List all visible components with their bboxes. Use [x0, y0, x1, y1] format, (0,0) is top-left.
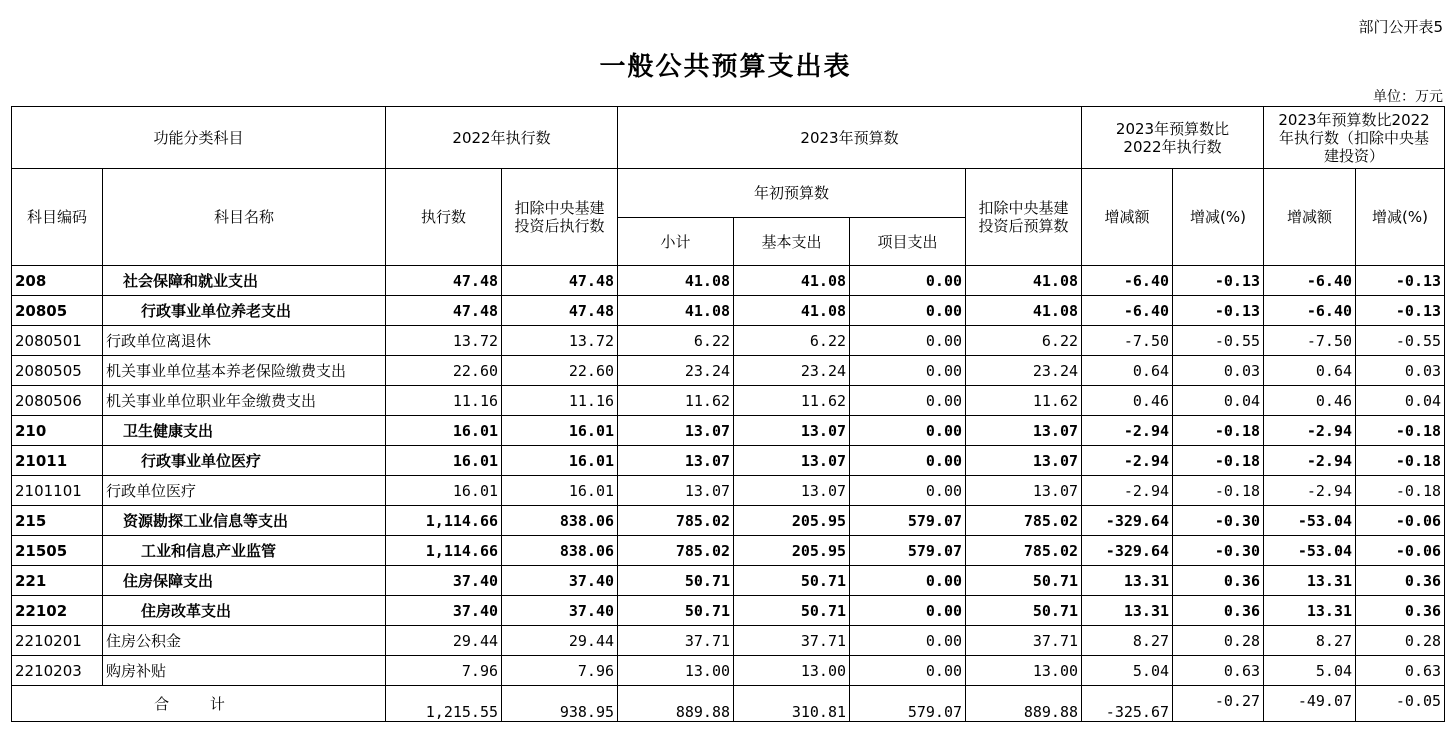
total-label: 合 计: [12, 686, 386, 722]
row-value: 0.36: [1356, 596, 1445, 626]
table-row: [12, 596, 1445, 626]
header-inc-amount: 增减额: [1082, 169, 1173, 266]
row-value: -0.06: [1356, 536, 1445, 566]
row-code: 2210201: [12, 626, 103, 656]
header-func-class: 功能分类科目: [12, 107, 386, 169]
row-value: 0.00: [850, 356, 966, 386]
row-code: 22102: [12, 596, 103, 626]
row-value: 8.27: [1082, 626, 1173, 656]
row-code: 2101101: [12, 476, 103, 506]
row-value: 41.08: [618, 296, 734, 326]
row-value: 50.71: [618, 596, 734, 626]
table-row: [12, 506, 1445, 536]
row-value: 13.72: [386, 326, 502, 356]
row-value: 5.04: [1264, 656, 1356, 686]
row-value: -329.64: [1082, 536, 1173, 566]
row-value: 29.44: [502, 626, 618, 656]
row-name: 购房补贴: [103, 656, 386, 686]
row-value: -0.13: [1173, 296, 1264, 326]
row-value: 1,114.66: [386, 506, 502, 536]
row-name: 机关事业单位职业年金缴费支出: [103, 386, 386, 416]
row-name: 行政事业单位养老支出: [103, 296, 386, 326]
total-cell: 889.88: [966, 686, 1082, 722]
row-code: 2080506: [12, 386, 103, 416]
header-name: 科目名称: [103, 169, 386, 266]
row-value: 0.00: [850, 566, 966, 596]
row-value: 13.72: [502, 326, 618, 356]
row-value: 13.00: [734, 656, 850, 686]
row-value: 205.95: [734, 536, 850, 566]
row-value: 0.63: [1173, 656, 1264, 686]
row-value: 41.08: [966, 296, 1082, 326]
row-value: 838.06: [502, 506, 618, 536]
row-value: 50.71: [966, 566, 1082, 596]
row-value: -2.94: [1082, 476, 1173, 506]
row-value: 7.96: [386, 656, 502, 686]
row-value: 0.64: [1082, 356, 1173, 386]
row-value: 0.00: [850, 386, 966, 416]
row-value: 785.02: [618, 536, 734, 566]
row-code: 2080505: [12, 356, 103, 386]
total-cell: -0.27: [1173, 686, 1264, 722]
row-value: -329.64: [1082, 506, 1173, 536]
row-value: -7.50: [1264, 326, 1356, 356]
row-value: 13.07: [618, 446, 734, 476]
row-value: -0.13: [1356, 266, 1445, 296]
header-initial-budget: 年初预算数: [618, 169, 966, 218]
row-value: 0.64: [1264, 356, 1356, 386]
budget-table: [11, 106, 1445, 722]
row-value: 13.31: [1082, 596, 1173, 626]
row-value: 13.31: [1082, 566, 1173, 596]
table-row: [12, 656, 1445, 686]
row-value: 37.40: [502, 596, 618, 626]
total-cell: 889.88: [618, 686, 734, 722]
row-value: 11.16: [386, 386, 502, 416]
row-value: 0.00: [850, 656, 966, 686]
table-row: [12, 446, 1445, 476]
total-cell: -325.67: [1082, 686, 1173, 722]
header-exec-ex: 扣除中央基建投资后执行数: [502, 169, 618, 266]
header-exec: 执行数: [386, 169, 502, 266]
row-value: 41.08: [734, 296, 850, 326]
row-value: 37.71: [618, 626, 734, 656]
row-value: -0.55: [1356, 326, 1445, 356]
row-name: 行政单位医疗: [103, 476, 386, 506]
row-value: 0.36: [1356, 566, 1445, 596]
row-value: -0.30: [1173, 536, 1264, 566]
row-value: -0.06: [1356, 506, 1445, 536]
row-value: 13.31: [1264, 596, 1356, 626]
row-value: 838.06: [502, 536, 618, 566]
row-code: 208: [12, 266, 103, 296]
table-row: [12, 326, 1445, 356]
row-value: 16.01: [386, 416, 502, 446]
row-name: 行政事业单位医疗: [103, 446, 386, 476]
header-project: 项目支出: [850, 218, 966, 266]
row-value: 29.44: [386, 626, 502, 656]
row-value: 0.03: [1173, 356, 1264, 386]
row-name: 住房公积金: [103, 626, 386, 656]
row-value: -53.04: [1264, 506, 1356, 536]
total-cell: 938.95: [502, 686, 618, 722]
row-code: 20805: [12, 296, 103, 326]
row-value: 47.48: [502, 296, 618, 326]
row-value: 7.96: [502, 656, 618, 686]
row-value: -2.94: [1082, 446, 1173, 476]
row-value: 0.36: [1173, 566, 1264, 596]
row-value: 13.07: [734, 476, 850, 506]
total-cell: -49.07: [1264, 686, 1356, 722]
row-value: 11.62: [618, 386, 734, 416]
table-row: [12, 536, 1445, 566]
row-value: 13.07: [618, 416, 734, 446]
row-value: 0.00: [850, 446, 966, 476]
row-value: 579.07: [850, 536, 966, 566]
row-value: 23.24: [734, 356, 850, 386]
row-name: 行政单位离退休: [103, 326, 386, 356]
table-row: [12, 566, 1445, 596]
row-value: 41.08: [734, 266, 850, 296]
row-value: -0.18: [1356, 416, 1445, 446]
row-value: -2.94: [1082, 416, 1173, 446]
row-value: -0.18: [1356, 476, 1445, 506]
header-code: 科目编码: [12, 169, 103, 266]
row-value: 13.00: [618, 656, 734, 686]
row-value: 11.16: [502, 386, 618, 416]
row-value: 0.63: [1356, 656, 1445, 686]
row-code: 21505: [12, 536, 103, 566]
total-cell: -0.05: [1356, 686, 1445, 722]
row-value: 0.04: [1173, 386, 1264, 416]
row-value: -0.13: [1173, 266, 1264, 296]
row-value: 0.04: [1356, 386, 1445, 416]
row-value: -0.55: [1173, 326, 1264, 356]
row-value: 41.08: [618, 266, 734, 296]
row-value: -6.40: [1264, 296, 1356, 326]
header-inc-amount-ex: 增减额: [1264, 169, 1356, 266]
row-value: -0.18: [1356, 446, 1445, 476]
table-row: [12, 386, 1445, 416]
header-budget-2023: 2023年预算数: [618, 107, 1082, 169]
row-value: -0.13: [1356, 296, 1445, 326]
row-value: 785.02: [966, 506, 1082, 536]
row-value: 50.71: [966, 596, 1082, 626]
row-value: 47.48: [502, 266, 618, 296]
row-value: 13.07: [734, 446, 850, 476]
row-code: 21011: [12, 446, 103, 476]
header-inc-percent: 增减(%): [1173, 169, 1264, 266]
table-row: [12, 266, 1445, 296]
row-value: -6.40: [1082, 296, 1173, 326]
row-value: -2.94: [1264, 476, 1356, 506]
row-value: 0.00: [850, 266, 966, 296]
row-value: 16.01: [502, 446, 618, 476]
row-value: 13.31: [1264, 566, 1356, 596]
row-name: 资源勘探工业信息等支出: [103, 506, 386, 536]
row-value: 13.07: [966, 446, 1082, 476]
row-value: 13.07: [618, 476, 734, 506]
row-value: 0.28: [1173, 626, 1264, 656]
header-inc-percent-ex: 增减(%): [1356, 169, 1445, 266]
row-value: 50.71: [618, 566, 734, 596]
row-value: 0.00: [850, 596, 966, 626]
row-value: 37.40: [502, 566, 618, 596]
row-value: 37.71: [734, 626, 850, 656]
row-value: -0.18: [1173, 416, 1264, 446]
row-value: 0.00: [850, 326, 966, 356]
header-compare-exec-ex: 2023年预算数比2022年执行数（扣除中央基建投资）: [1264, 107, 1445, 169]
row-name: 社会保障和就业支出: [103, 266, 386, 296]
row-value: 0.28: [1356, 626, 1445, 656]
page-title: 一般公共预算支出表: [599, 52, 852, 82]
row-value: 0.00: [850, 626, 966, 656]
unit-label: 单位：万元: [1373, 89, 1443, 105]
total-row: [12, 686, 1445, 722]
row-code: 215: [12, 506, 103, 536]
row-value: 41.08: [966, 266, 1082, 296]
row-name: 机关事业单位基本养老保险缴费支出: [103, 356, 386, 386]
row-value: -0.18: [1173, 446, 1264, 476]
row-value: 22.60: [502, 356, 618, 386]
row-value: 6.22: [734, 326, 850, 356]
row-name: 住房改革支出: [103, 596, 386, 626]
row-value: 205.95: [734, 506, 850, 536]
row-value: 0.00: [850, 476, 966, 506]
row-value: 37.40: [386, 566, 502, 596]
row-value: 785.02: [618, 506, 734, 536]
row-value: 0.00: [850, 416, 966, 446]
row-value: 1,114.66: [386, 536, 502, 566]
row-value: -2.94: [1264, 416, 1356, 446]
table-row: [12, 356, 1445, 386]
row-value: 22.60: [386, 356, 502, 386]
row-name: 卫生健康支出: [103, 416, 386, 446]
row-value: 13.07: [734, 416, 850, 446]
header-basic: 基本支出: [734, 218, 850, 266]
row-value: 0.36: [1173, 596, 1264, 626]
row-value: -6.40: [1082, 266, 1173, 296]
row-value: -0.30: [1173, 506, 1264, 536]
row-value: 16.01: [502, 416, 618, 446]
header-budget-ex: 扣除中央基建投资后预算数: [966, 169, 1082, 266]
row-value: 16.01: [386, 446, 502, 476]
row-value: 0.46: [1082, 386, 1173, 416]
row-value: 47.48: [386, 266, 502, 296]
row-value: -6.40: [1264, 266, 1356, 296]
row-value: 50.71: [734, 566, 850, 596]
row-value: 0.00: [850, 296, 966, 326]
row-value: 50.71: [734, 596, 850, 626]
header-compare-exec: 2023年预算数比2022年执行数: [1082, 107, 1264, 169]
row-value: 47.48: [386, 296, 502, 326]
row-value: 6.22: [966, 326, 1082, 356]
row-name: 工业和信息产业监管: [103, 536, 386, 566]
table-row: [12, 296, 1445, 326]
row-value: 11.62: [966, 386, 1082, 416]
row-value: 6.22: [618, 326, 734, 356]
row-value: 13.07: [966, 416, 1082, 446]
table-row: [12, 416, 1445, 446]
row-value: 11.62: [734, 386, 850, 416]
row-value: -0.18: [1173, 476, 1264, 506]
row-value: -53.04: [1264, 536, 1356, 566]
row-value: -7.50: [1082, 326, 1173, 356]
header-subtotal: 小计: [618, 218, 734, 266]
table-row: [12, 626, 1445, 656]
row-value: 785.02: [966, 536, 1082, 566]
row-code: 221: [12, 566, 103, 596]
row-value: 37.40: [386, 596, 502, 626]
row-value: 23.24: [618, 356, 734, 386]
total-cell: 1,215.55: [386, 686, 502, 722]
row-value: 13.07: [966, 476, 1082, 506]
row-value: 13.00: [966, 656, 1082, 686]
row-value: 8.27: [1264, 626, 1356, 656]
row-value: 16.01: [502, 476, 618, 506]
row-code: 2210203: [12, 656, 103, 686]
table-number-label: 部门公开表5: [1358, 18, 1443, 36]
row-value: 5.04: [1082, 656, 1173, 686]
row-value: 23.24: [966, 356, 1082, 386]
header-exec-2022: 2022年执行数: [386, 107, 618, 169]
table-row: [12, 476, 1445, 506]
total-cell: 310.81: [734, 686, 850, 722]
row-value: 0.03: [1356, 356, 1445, 386]
row-name: 住房保障支出: [103, 566, 386, 596]
row-code: 210: [12, 416, 103, 446]
total-cell: 579.07: [850, 686, 966, 722]
row-value: 16.01: [386, 476, 502, 506]
row-code: 2080501: [12, 326, 103, 356]
row-value: 0.46: [1264, 386, 1356, 416]
row-value: 579.07: [850, 506, 966, 536]
row-value: -2.94: [1264, 446, 1356, 476]
row-value: 37.71: [966, 626, 1082, 656]
